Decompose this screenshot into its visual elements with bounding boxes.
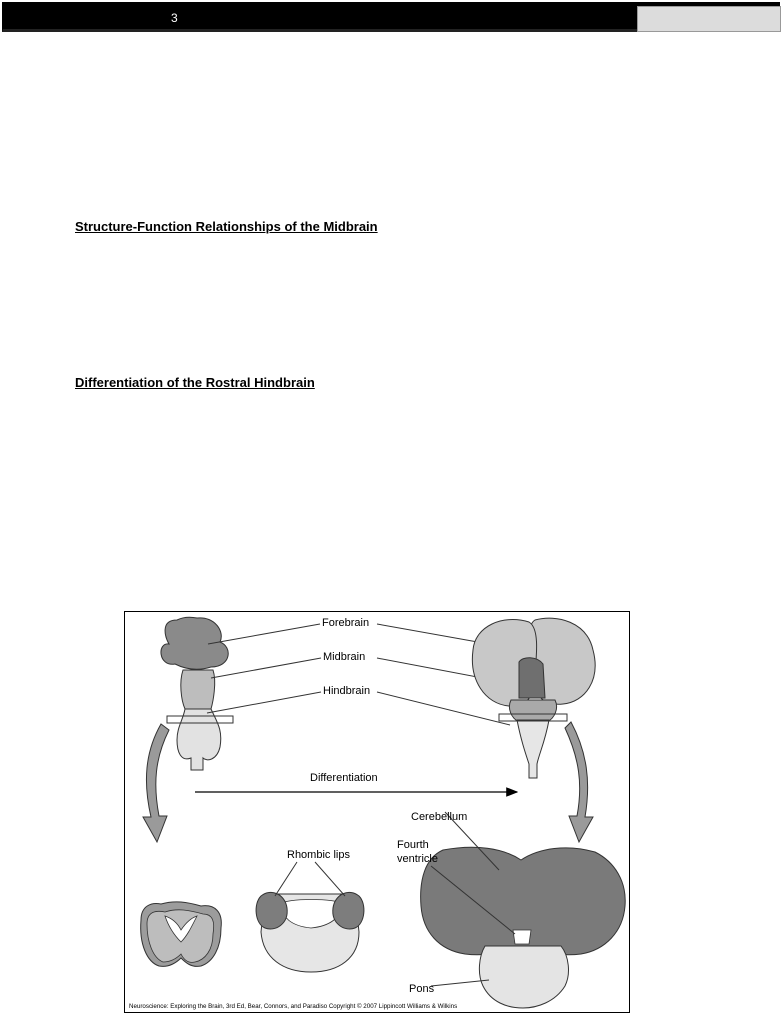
rhombic-lip-left (256, 892, 287, 929)
section-heading-midbrain: Structure-Function Relationships of the Midbrain (75, 219, 378, 234)
section-heading-hindbrain: Differentiation of the Rostral Hindbrain (75, 375, 315, 390)
page-number: 3 (171, 11, 178, 25)
rhombic-lips-label: Rhombic lips (287, 849, 350, 861)
hindbrain-label: Hindbrain (323, 685, 371, 697)
page-header-bar (2, 2, 780, 32)
curved-arrow-left (143, 724, 169, 842)
header-box (637, 6, 781, 32)
midbrain-developed (519, 658, 545, 698)
pons (479, 946, 568, 1008)
fourth-ventricle-label-line2: ventricle (397, 853, 438, 865)
forebrain-label: Forebrain (322, 617, 370, 629)
pons-label: Pons (409, 983, 435, 995)
figure-caption: Neuroscience: Exploring the Brain, 3rd Ed, Bear, Connors, and Paradiso Copyright © 2007 Lippincott Williams & Wilkins (129, 1003, 458, 1010)
cerebellum-cross-section (421, 812, 626, 1008)
midbrain-label: Midbrain (323, 651, 366, 663)
fourth-ventricle-label-line1: Fourth (397, 839, 429, 851)
hindbrain-cross-section-early (141, 902, 222, 967)
brain-differentiation-figure (124, 611, 630, 1013)
forebrain-vesicle (161, 617, 228, 669)
hindbrain-developed (509, 700, 556, 722)
embryonic-neural-tube (161, 617, 321, 770)
differentiation-label: Differentiation (310, 772, 378, 784)
developed-brain (377, 618, 595, 778)
cerebellum-label: Cerebellum (411, 811, 468, 823)
curved-arrow-right (565, 722, 593, 842)
figure-illustration (125, 612, 630, 1013)
rhombic-lip-right (333, 892, 364, 929)
hindbrain-cross-section-rhombic-lips (256, 862, 364, 972)
fourth-ventricle (513, 930, 531, 944)
brainstem (517, 720, 549, 778)
hindbrain-vesicle (177, 709, 221, 770)
midbrain-vesicle (181, 670, 215, 709)
